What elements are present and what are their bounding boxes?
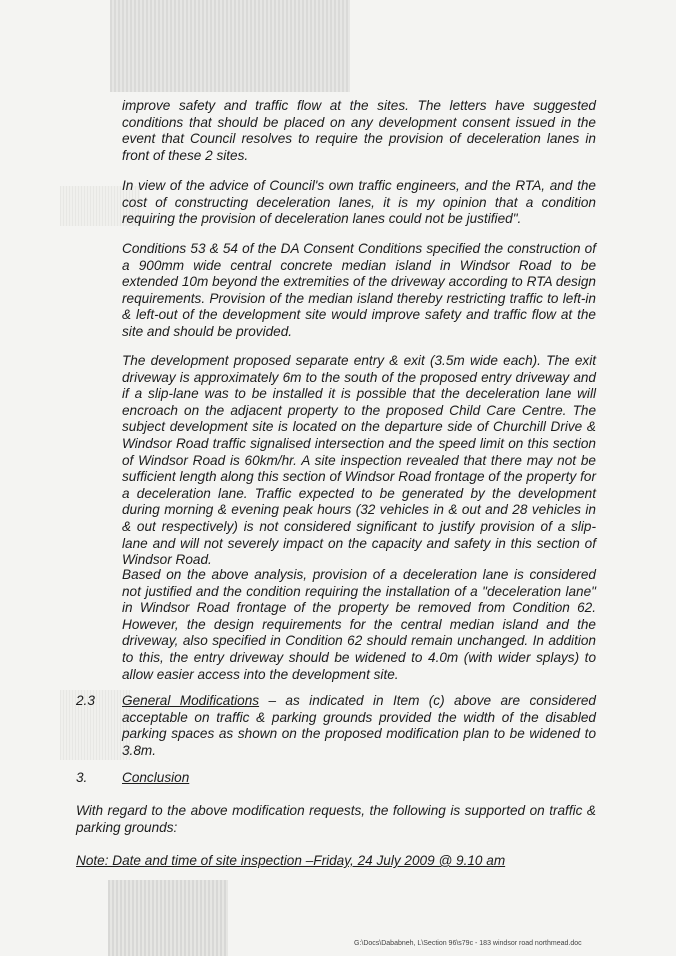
scan-shading-bottom (108, 880, 228, 956)
scan-shading-top (110, 0, 350, 92)
section-heading-conclusion: Conclusion (122, 770, 190, 785)
section-number-2-3: 2.3 (76, 693, 95, 708)
section-number-3: 3. (76, 770, 88, 785)
paragraph-median-island: Conditions 53 & 54 of the DA Consent Conditions specified the construction of a 900mm wide central concrete median island in Windsor Road to be extended 10m beyond the extremities of the driveway according to RTA design requirements. Provision of the median island thereby restricting traffic to left-in & left-out of the development site would improve safety and traffic flow at the site and should be provided. (122, 241, 596, 339)
section-heading-general-modifications: General Modifications (122, 693, 260, 708)
footer-file-path: G:\Docs\Dababneh, L\Section 96\s79c - 183 windsor road northmead.doc (354, 940, 582, 947)
paragraph-deceleration-conclusion: Based on the above analysis, provision of a deceleration lane is considered not justified and the condition requiring the installation of a "deceleration lane" in Windsor Road frontage of the property be removed from Condition 62. However, the design requirements for the central median island and the driveway, also specified in Condition 62 should remain unchanged. In addition to this, the entry driveway should be widened to 4.0m (with wider splays) to allow easier access into the development site. (122, 567, 596, 682)
section-general-modifications (122, 693, 596, 759)
site-inspection-note: Note: Date and time of site inspection –Friday, 24 July 2009 @ 9.10 am (76, 853, 506, 868)
section-conclusion (122, 770, 596, 787)
paragraph-letters-conditions: improve safety and traffic flow at the sites. The letters have suggested conditions that should be placed on any development consent issued in the event that Council resolves to require the provision of deceleration lanes in front of these 2 sites. (122, 98, 596, 163)
section-text-general-modifications: – as indicated in Item (c) above are considered acceptable on traffic & parking grounds provided the width of the disabled parking spaces as shown on the proposed modification plan to be widened to 3.8m. (122, 693, 596, 758)
paragraph-development-analysis: The development proposed separate entry & exit (3.5m wide each). The exit driveway is approximately 6m to the south of the proposed entry driveway and if a slip-lane was to be installed it is possible that the deceleration lane will encroach on the adjacent property to the proposed Child Care Centre. The subject development site is located on the departure side of Churchill Drive & Windsor Road traffic signalised intersection and the speed limit on this section of Windsor Road is 60km/hr. A site inspection revealed that there may not be sufficient length along this section of Windsor Road frontage of the property for a deceleration lane. Traffic expected to be generated by the development during morning & evening peak hours (32 vehicles in & out and 28 vehicles in & out respectively) is not considered significant to justify provision of a slip-lane and will not severely impact on the capacity and safety in this section of Windsor Road. (122, 353, 596, 568)
scan-shading-left-lower (60, 690, 130, 760)
paragraph-conclusion-text: With regard to the above modification requests, the following is supported on traffic & parking grounds: (76, 803, 596, 835)
paragraph-advice-opinion: In view of the advice of Council's own traffic engineers, and the RTA, and the cost of constructing deceleration lanes, it is my opinion that a condition requiring the provision of deceleration lanes could not be justified". (122, 178, 596, 227)
